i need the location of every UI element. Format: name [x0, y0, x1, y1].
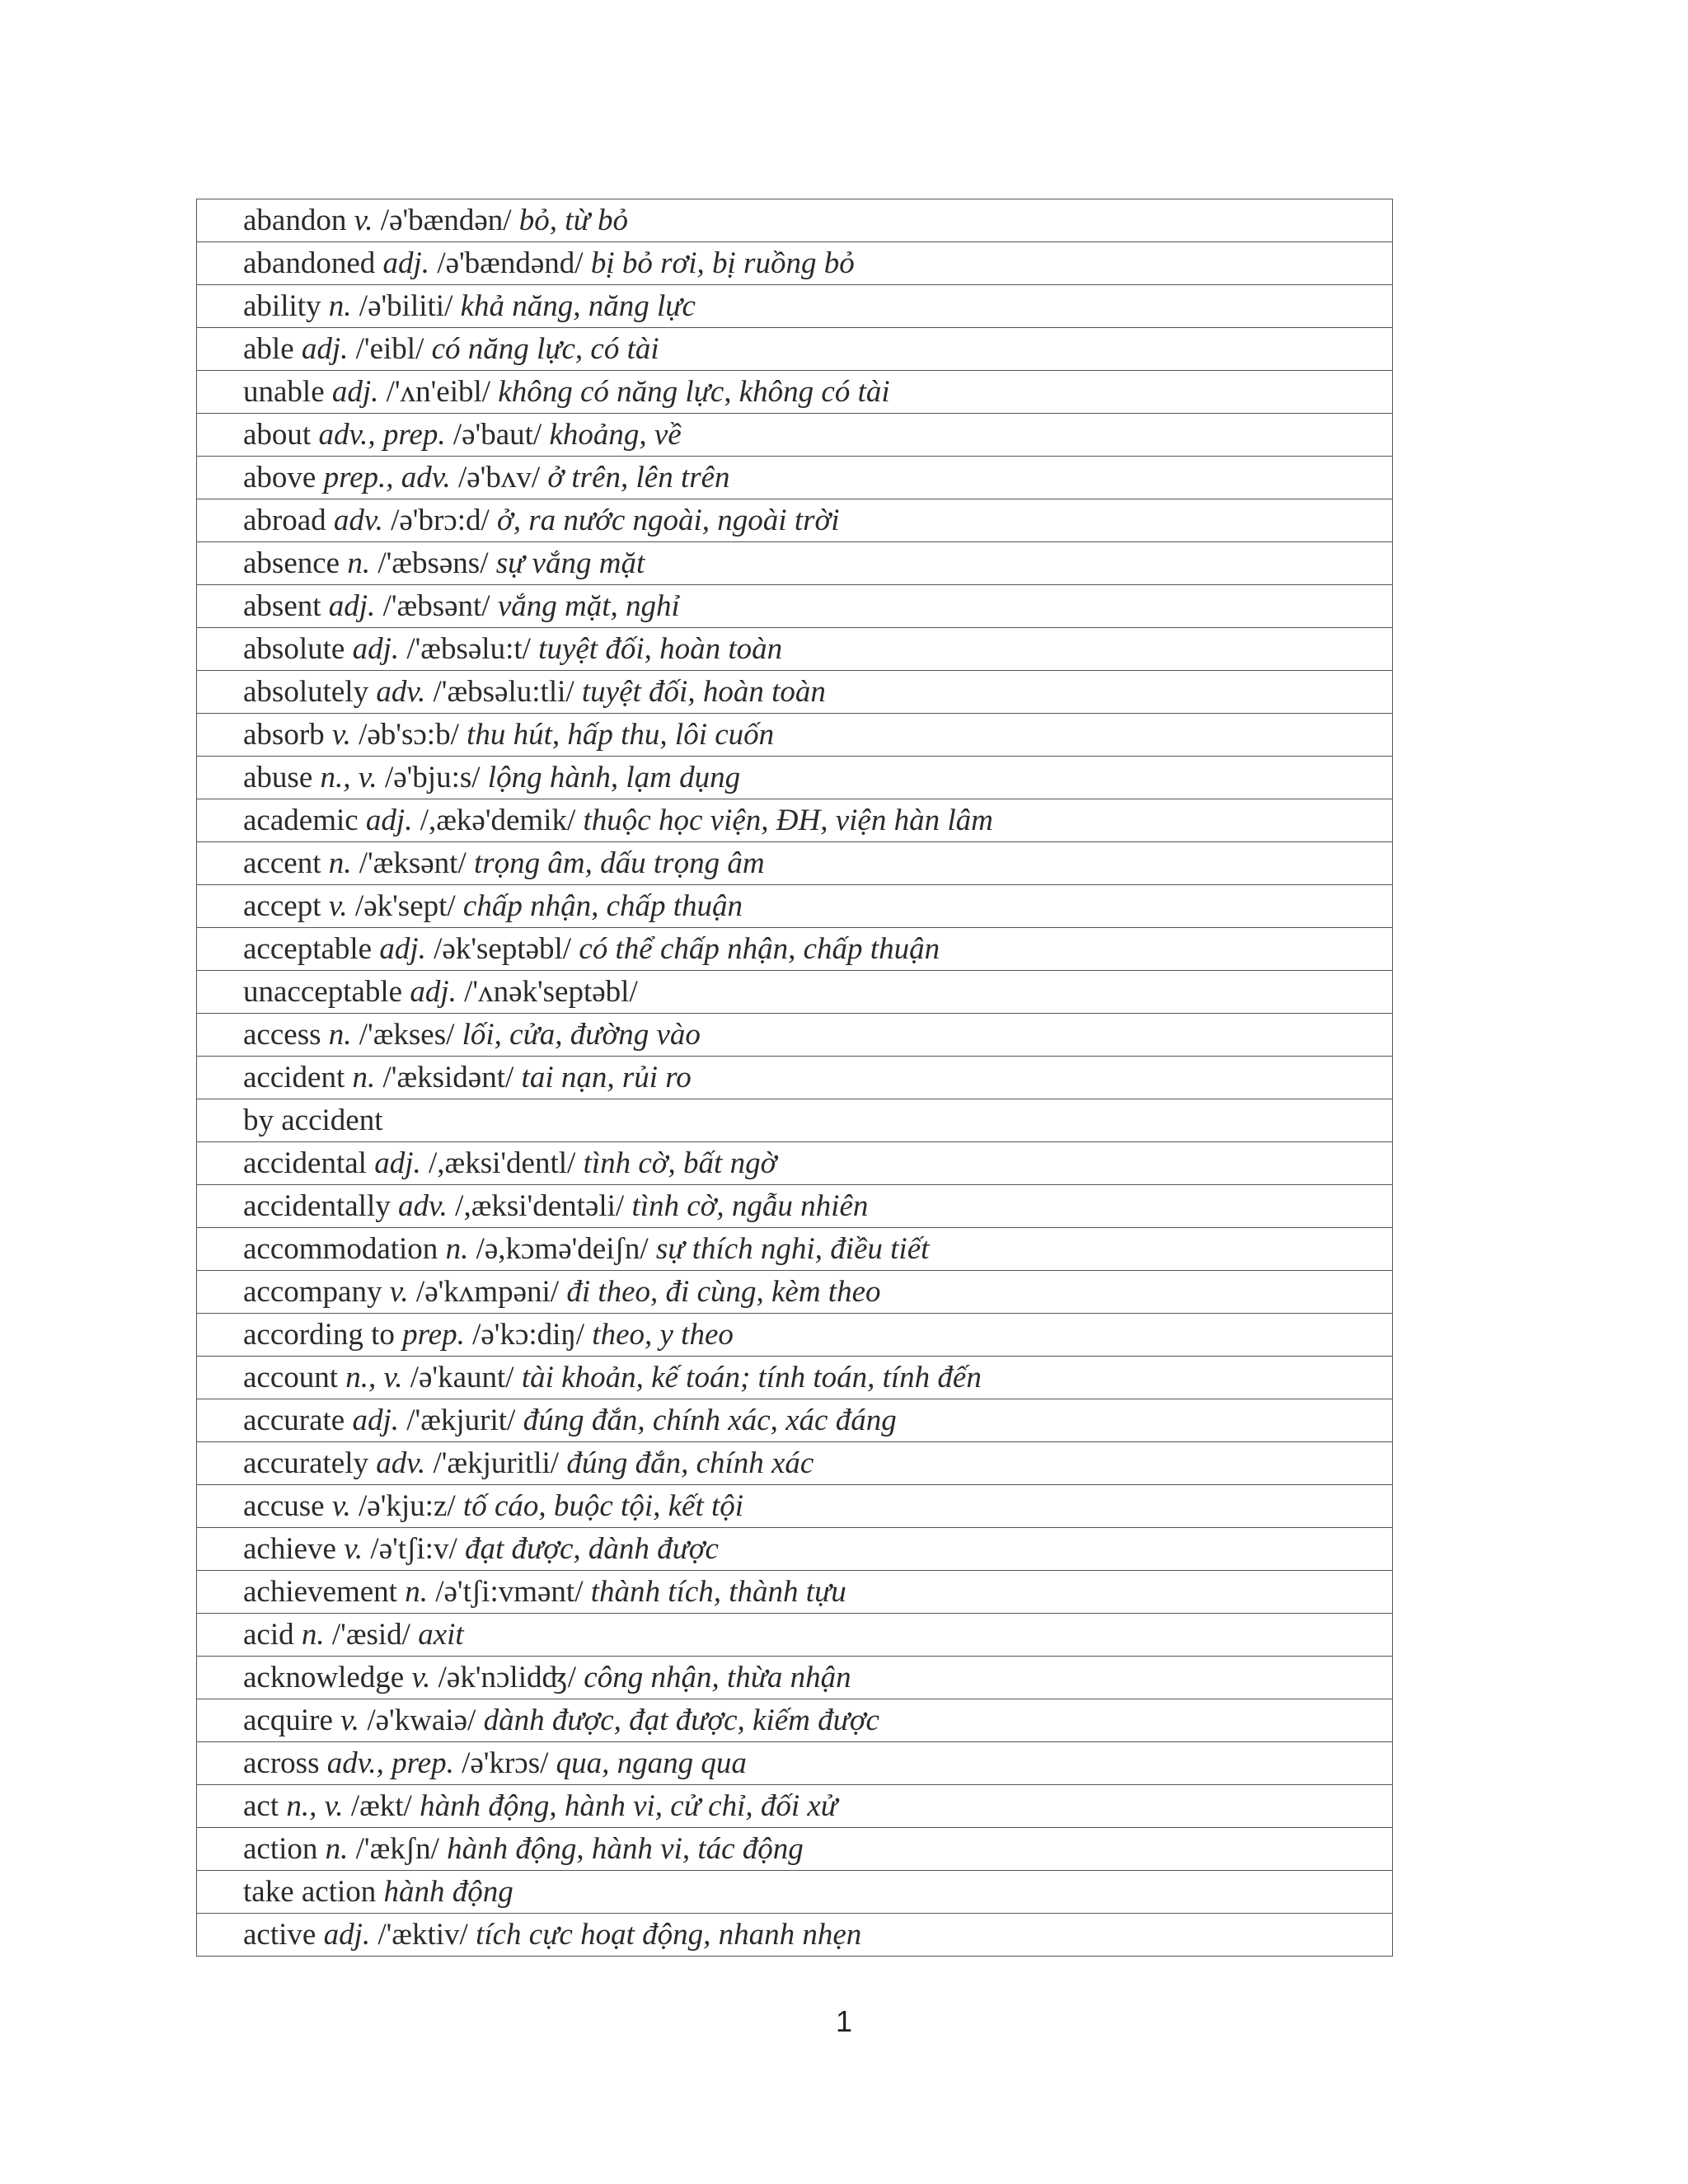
entry-meaning: axit: [418, 1618, 464, 1652]
entry-word: accommodation: [243, 1232, 438, 1266]
entry-pronunciation: /,ækə'demik/: [420, 804, 576, 837]
entry-pronunciation: /,æksi'dentəli/: [455, 1189, 625, 1223]
vocab-entry-cell: [197, 1828, 1393, 1871]
entry-word: accidental: [243, 1146, 367, 1180]
entry-part-of-speech: n.: [301, 1618, 325, 1652]
entry-part-of-speech: adj.: [331, 375, 379, 409]
vocab-entry-cell: [197, 242, 1393, 285]
vocab-row: [197, 1528, 1393, 1571]
entry-part-of-speech: v.: [354, 204, 373, 237]
vocab-row: [197, 1485, 1393, 1528]
entry-part-of-speech: adv.: [376, 675, 426, 709]
vocab-entry-cell: [197, 1399, 1393, 1442]
vocab-entry-cell: [197, 457, 1393, 499]
vocab-entry-cell: [197, 1657, 1393, 1699]
entry-meaning: bị bỏ rơi, bị ruồng bỏ: [590, 246, 855, 280]
vocab-entry-cell: [197, 1185, 1393, 1228]
vocab-row: [197, 1357, 1393, 1399]
vocab-row: [197, 585, 1393, 628]
entry-meaning: hành động, hành vi, tác động: [447, 1832, 804, 1866]
entry-pronunciation: /'ækʃn/: [355, 1832, 439, 1866]
vocab-entry-cell: [197, 499, 1393, 542]
vocab-row: [197, 757, 1393, 799]
vocab-entry-cell: [197, 1699, 1393, 1742]
vocab-row: [197, 1399, 1393, 1442]
entry-meaning: tuyệt đối, hoàn toàn: [538, 632, 783, 666]
vocab-row: [197, 242, 1393, 285]
entry-word: access: [243, 1018, 321, 1052]
vocab-row: [197, 371, 1393, 414]
entry-part-of-speech: v.: [331, 718, 351, 752]
entry-pronunciation: /ək'nɔlidʤ/: [438, 1661, 577, 1694]
entry-meaning: tố cáo, buộc tội, kết tội: [462, 1489, 744, 1523]
entry-word: achievement: [243, 1575, 397, 1609]
entry-word: acquire: [243, 1704, 333, 1737]
entry-meaning: đi theo, đi cùng, kèm theo: [566, 1275, 881, 1309]
vocab-entry-cell: [197, 971, 1393, 1014]
entry-pronunciation: /'æbsəns/: [377, 546, 489, 580]
entry-word: abandon: [243, 204, 347, 237]
vocab-entry-cell: [197, 799, 1393, 842]
vocab-entry-cell: [197, 542, 1393, 585]
entry-meaning: sự vắng mặt: [495, 546, 645, 580]
entry-pronunciation: /ə'tʃi:vmənt/: [435, 1575, 584, 1609]
entry-meaning: đạt được, dành được: [464, 1532, 719, 1566]
vocab-entry-cell: [197, 928, 1393, 971]
vocab-entry-cell: [197, 1742, 1393, 1785]
entry-pronunciation: /ə'kaunt/: [410, 1361, 514, 1394]
entry-word: active: [243, 1918, 316, 1952]
entry-meaning: không có năng lực, không có tài: [498, 375, 890, 409]
entry-part-of-speech: prep., adv.: [323, 461, 451, 494]
vocab-row: [197, 671, 1393, 714]
vocab-row: [197, 499, 1393, 542]
entry-pronunciation: /'ʌnək'septəbl/: [464, 975, 638, 1009]
entry-part-of-speech: adj.: [374, 1146, 421, 1180]
entry-meaning: thành tích, thành tựu: [590, 1575, 846, 1609]
entry-meaning: ở trên, lên trên: [547, 461, 730, 494]
entry-word: acid: [243, 1618, 294, 1652]
vocab-row: [197, 885, 1393, 928]
vocab-row: [197, 1442, 1393, 1485]
entry-pronunciation: /ə'bju:s/: [384, 761, 481, 794]
vocab-entry-cell: [197, 628, 1393, 671]
vocab-entry-cell: [197, 414, 1393, 457]
entry-pronunciation: /ə'brɔ:d/: [391, 504, 490, 537]
vocab-entry-cell: [197, 371, 1393, 414]
entry-meaning: qua, ngang qua: [556, 1746, 747, 1780]
vocab-row: [197, 414, 1393, 457]
vocab-row: [197, 1057, 1393, 1099]
entry-meaning: vắng mặt, nghỉ: [497, 589, 680, 623]
vocab-row: [197, 1314, 1393, 1357]
entry-part-of-speech: v.: [344, 1532, 363, 1566]
entry-part-of-speech: v.: [331, 1489, 351, 1523]
entry-part-of-speech: v.: [389, 1275, 409, 1309]
entry-word: about: [243, 418, 312, 452]
entry-word: absence: [243, 546, 340, 580]
entry-meaning: đúng đắn, chính xác: [566, 1446, 814, 1480]
entry-word: account: [243, 1361, 339, 1394]
vocabulary-table-body: [197, 199, 1393, 1957]
vocab-row: [197, 971, 1393, 1014]
entry-word: accident: [243, 1061, 345, 1094]
entry-part-of-speech: n.: [445, 1232, 469, 1266]
entry-pronunciation: /'æktiv/: [377, 1918, 468, 1952]
entry-part-of-speech: n.: [328, 846, 352, 880]
entry-word: above: [243, 461, 316, 494]
entry-meaning: tuyệt đối, hoàn toàn: [581, 675, 826, 709]
vocab-row: [197, 799, 1393, 842]
vocab-row: [197, 1914, 1393, 1957]
entry-meaning: trọng âm, dấu trọng âm: [474, 846, 765, 880]
entry-word: abuse: [243, 761, 313, 794]
entry-word: by accident: [243, 1104, 383, 1137]
entry-meaning: chấp nhận, chấp thuận: [462, 889, 743, 923]
entry-meaning: thuộc học viện, ĐH, viện hàn lâm: [583, 804, 993, 837]
entry-meaning: hành động: [383, 1875, 513, 1909]
entry-meaning: lộng hành, lạm dụng: [487, 761, 741, 794]
entry-meaning: bỏ, từ bỏ: [518, 204, 629, 237]
entry-word: unable: [243, 375, 325, 409]
entry-pronunciation: /'æksənt/: [359, 846, 467, 880]
vocab-row: [197, 1699, 1393, 1742]
entry-word: accompany: [243, 1275, 382, 1309]
vocab-row: [197, 628, 1393, 671]
entry-pronunciation: /ə'kɔ:diŋ/: [472, 1318, 585, 1352]
entry-meaning: tài khoản, kế toán; tính toán, tính đến: [521, 1361, 982, 1394]
entry-part-of-speech: adv.: [397, 1189, 448, 1223]
entry-meaning: khoảng, về: [549, 418, 682, 452]
vocab-entry-cell: [197, 1099, 1393, 1142]
entry-word: act: [243, 1789, 279, 1823]
vocab-entry-cell: [197, 585, 1393, 628]
vocab-entry-cell: [197, 1442, 1393, 1485]
entry-part-of-speech: adv., prep.: [326, 1746, 454, 1780]
vocab-row: [197, 842, 1393, 885]
entry-pronunciation: /'ækjuritli/: [433, 1446, 560, 1480]
vocab-row: [197, 1785, 1393, 1828]
vocab-row: [197, 1142, 1393, 1185]
entry-meaning: có thể chấp nhận, chấp thuận: [579, 932, 940, 966]
entry-meaning: tình cờ, bất ngờ: [583, 1146, 777, 1180]
vocab-entry-cell: [197, 885, 1393, 928]
vocab-entry-cell: [197, 1571, 1393, 1614]
entry-word: abandoned: [243, 246, 376, 280]
entry-word: able: [243, 332, 294, 366]
vocab-entry-cell: [197, 1871, 1393, 1914]
entry-word: action: [243, 1832, 318, 1866]
entry-pronunciation: /'æbsəlu:tli/: [433, 675, 574, 709]
entry-pronunciation: /ækt/: [350, 1789, 412, 1823]
entry-word: accurate: [243, 1404, 345, 1437]
vocab-entry-cell: [197, 199, 1393, 242]
entry-pronunciation: /ə'kju:z/: [359, 1489, 456, 1523]
vocab-entry-cell: [197, 1914, 1393, 1957]
vocab-entry-cell: [197, 285, 1393, 328]
entry-part-of-speech: adj.: [410, 975, 457, 1009]
entry-part-of-speech: v.: [411, 1661, 431, 1694]
entry-pronunciation: /'eibl/: [355, 332, 424, 366]
entry-word: accidentally: [243, 1189, 391, 1223]
entry-pronunciation: /,æksi'dentl/: [428, 1146, 576, 1180]
entry-pronunciation: /'æbsəlu:t/: [406, 632, 531, 666]
vocab-entry-cell: [197, 1785, 1393, 1828]
vocab-entry-cell: [197, 1485, 1393, 1528]
vocab-row: [197, 1657, 1393, 1699]
entry-pronunciation: /ə'krɔs/: [462, 1746, 549, 1780]
entry-word: acceptable: [243, 932, 373, 966]
entry-word: according to: [243, 1318, 395, 1352]
entry-meaning: hành động, hành vi, cử chỉ, đối xử: [420, 1789, 837, 1823]
vocab-entry-cell: [197, 757, 1393, 799]
vocab-entry-cell: [197, 842, 1393, 885]
vocab-row: [197, 1742, 1393, 1785]
entry-part-of-speech: n., v.: [320, 761, 377, 794]
entry-word: accurately: [243, 1446, 368, 1480]
entry-pronunciation: /əb'sɔ:b/: [359, 718, 459, 752]
vocab-row: [197, 285, 1393, 328]
vocab-row: [197, 928, 1393, 971]
entry-pronunciation: /'æsid/: [331, 1618, 410, 1652]
entry-pronunciation: /ə'biliti/: [359, 289, 453, 323]
vocab-entry-cell: [197, 671, 1393, 714]
entry-word: acknowledge: [243, 1661, 405, 1694]
entry-part-of-speech: adv.: [333, 504, 383, 537]
entry-part-of-speech: adj.: [352, 632, 400, 666]
entry-pronunciation: /ə'tʃi:v/: [370, 1532, 457, 1566]
entry-pronunciation: /ək'septəbl/: [434, 932, 572, 966]
entry-word: accent: [243, 846, 321, 880]
entry-pronunciation: /'ækjurit/: [406, 1404, 516, 1437]
entry-meaning: công nhận, thừa nhận: [584, 1661, 851, 1694]
entry-part-of-speech: n.: [405, 1575, 428, 1609]
entry-part-of-speech: v.: [328, 889, 348, 923]
entry-pronunciation: /ək'sept/: [354, 889, 456, 923]
entry-pronunciation: /ə'baut/: [452, 418, 542, 452]
page-number: 1: [835, 2004, 853, 2038]
entry-part-of-speech: adv.: [376, 1446, 426, 1480]
entry-meaning: tích cực hoạt động, nhanh nhẹn: [476, 1918, 862, 1952]
vocab-entry-cell: [197, 1014, 1393, 1057]
entry-part-of-speech: adj.: [328, 589, 376, 623]
vocab-entry-cell: [197, 1357, 1393, 1399]
entry-meaning: thu hút, hấp thu, lôi cuốn: [467, 718, 775, 752]
vocab-row: [197, 1099, 1393, 1142]
entry-part-of-speech: n., v.: [345, 1361, 403, 1394]
entry-pronunciation: /'æksidənt/: [382, 1061, 514, 1094]
entry-part-of-speech: adj.: [379, 932, 426, 966]
entry-pronunciation: /ə'kwaiə/: [367, 1704, 476, 1737]
vocab-row: [197, 199, 1393, 242]
vocab-row: [197, 328, 1393, 371]
vocab-entry-cell: [197, 1614, 1393, 1657]
entry-meaning: tai nạn, rủi ro: [521, 1061, 692, 1094]
entry-word: take action: [243, 1875, 377, 1909]
vocab-row: [197, 1014, 1393, 1057]
entry-meaning: đúng đắn, chính xác, xác đáng: [523, 1404, 897, 1437]
vocab-row: [197, 1828, 1393, 1871]
vocabulary-table: [196, 199, 1393, 1957]
entry-meaning: khả năng, năng lực: [460, 289, 696, 323]
entry-part-of-speech: adj.: [323, 1918, 371, 1952]
entry-part-of-speech: adj.: [382, 246, 430, 280]
entry-meaning: theo, y theo: [592, 1318, 734, 1352]
entry-word: absent: [243, 589, 321, 623]
entry-pronunciation: /'ækses/: [359, 1018, 455, 1052]
vocab-entry-cell: [197, 1142, 1393, 1185]
entry-meaning: có năng lực, có tài: [431, 332, 659, 366]
entry-word: unacceptable: [243, 975, 403, 1009]
entry-part-of-speech: n.: [328, 1018, 352, 1052]
entry-part-of-speech: adj.: [365, 804, 413, 837]
entry-part-of-speech: prep.: [402, 1318, 465, 1352]
entry-part-of-speech: adj.: [352, 1404, 399, 1437]
vocab-entry-cell: [197, 1528, 1393, 1571]
entry-pronunciation: /ə'bʌv/: [457, 461, 541, 494]
vocab-entry-cell: [197, 714, 1393, 757]
entry-meaning: ở, ra nước ngoài, ngoài trời: [497, 504, 840, 537]
entry-word: across: [243, 1746, 320, 1780]
entry-meaning: sự thích nghi, điều tiết: [655, 1232, 930, 1266]
entry-pronunciation: /'æbsənt/: [382, 589, 490, 623]
entry-meaning: tình cờ, ngẫu nhiên: [631, 1189, 869, 1223]
entry-word: achieve: [243, 1532, 336, 1566]
entry-part-of-speech: adv., prep.: [318, 418, 446, 452]
vocab-row: [197, 1271, 1393, 1314]
vocab-entry-cell: [197, 328, 1393, 371]
vocab-row: [197, 1571, 1393, 1614]
entry-pronunciation: /ə'bændənd/: [437, 246, 584, 280]
entry-pronunciation: /'ʌn'eibl/: [386, 375, 491, 409]
entry-meaning: lối, cửa, đường vào: [462, 1018, 701, 1052]
entry-word: absolutely: [243, 675, 369, 709]
entry-pronunciation: /ə,kɔmə'deiʃn/: [476, 1232, 649, 1266]
vocab-row: [197, 542, 1393, 585]
entry-meaning: dành được, đạt được, kiếm được: [483, 1704, 879, 1737]
entry-part-of-speech: v.: [340, 1704, 360, 1737]
vocab-entry-cell: [197, 1057, 1393, 1099]
vocab-row: [197, 714, 1393, 757]
entry-word: accuse: [243, 1489, 325, 1523]
vocab-entry-cell: [197, 1228, 1393, 1271]
vocab-row: [197, 1185, 1393, 1228]
vocab-entry-cell: [197, 1271, 1393, 1314]
entry-part-of-speech: n.: [328, 289, 352, 323]
entry-pronunciation: /ə'kʌmpəni/: [415, 1275, 560, 1309]
entry-word: absorb: [243, 718, 325, 752]
entry-word: absolute: [243, 632, 345, 666]
entry-word: ability: [243, 289, 321, 323]
vocab-row: [197, 457, 1393, 499]
entry-part-of-speech: n., v.: [286, 1789, 344, 1823]
vocab-row: [197, 1228, 1393, 1271]
vocab-row: [197, 1871, 1393, 1914]
vocab-entry-cell: [197, 1314, 1393, 1357]
vocab-row: [197, 1614, 1393, 1657]
entry-part-of-speech: n.: [325, 1832, 349, 1866]
entry-part-of-speech: n.: [352, 1061, 376, 1094]
entry-part-of-speech: n.: [347, 546, 371, 580]
entry-word: academic: [243, 804, 359, 837]
entry-pronunciation: /ə'bændən/: [380, 204, 512, 237]
entry-word: abroad: [243, 504, 326, 537]
entry-word: accept: [243, 889, 321, 923]
entry-part-of-speech: adj.: [301, 332, 349, 366]
